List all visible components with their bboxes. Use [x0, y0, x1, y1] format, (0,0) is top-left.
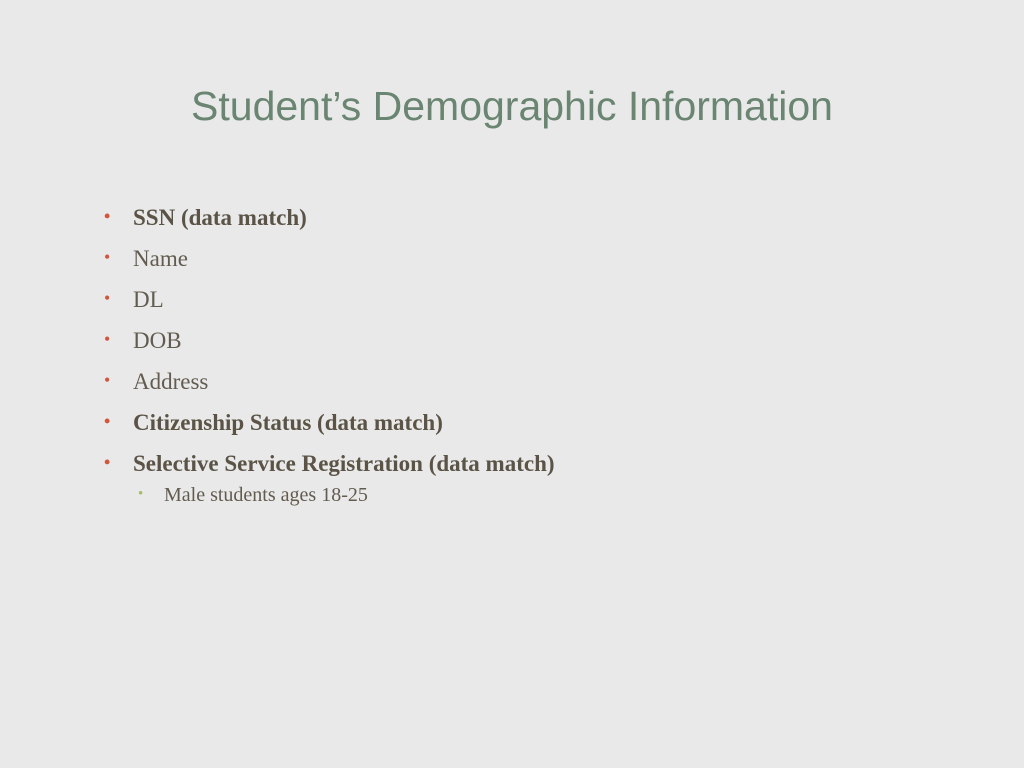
bullet-item-citizenship — [104, 405, 984, 446]
bullet-item-dob — [104, 323, 984, 364]
bullet-text: Selective Service Registration (data match) — [133, 451, 555, 476]
bullet-icon: • — [104, 370, 111, 390]
slide-title: Student’s Demographic Information — [191, 83, 833, 129]
bullet-icon: • — [104, 329, 111, 349]
bullet-text: Name — [133, 246, 188, 271]
bullet-item-selective-service — [104, 446, 984, 487]
sub-bullet-item-male-students — [104, 483, 984, 517]
bullet-icon: • — [104, 411, 111, 431]
bullet-icon: • — [104, 452, 111, 472]
bullet-text: DOB — [133, 328, 182, 353]
bullet-text: Address — [133, 369, 209, 394]
bullet-item-ssn — [104, 200, 984, 241]
bullet-icon: • — [104, 288, 111, 308]
bullet-icon: • — [104, 247, 111, 267]
sub-bullet-text: Male students ages 18-25 — [164, 484, 368, 506]
bullet-list — [104, 200, 984, 517]
sub-bullet-icon: • — [138, 486, 144, 502]
bullet-text: SSN (data match) — [133, 205, 307, 230]
bullet-item-name — [104, 241, 984, 282]
bullet-text: DL — [133, 287, 164, 312]
bullet-item-address — [104, 364, 984, 405]
bullet-item-dl — [104, 282, 984, 323]
bullet-icon: • — [104, 206, 111, 226]
bullet-text: Citizenship Status (data match) — [133, 410, 443, 435]
